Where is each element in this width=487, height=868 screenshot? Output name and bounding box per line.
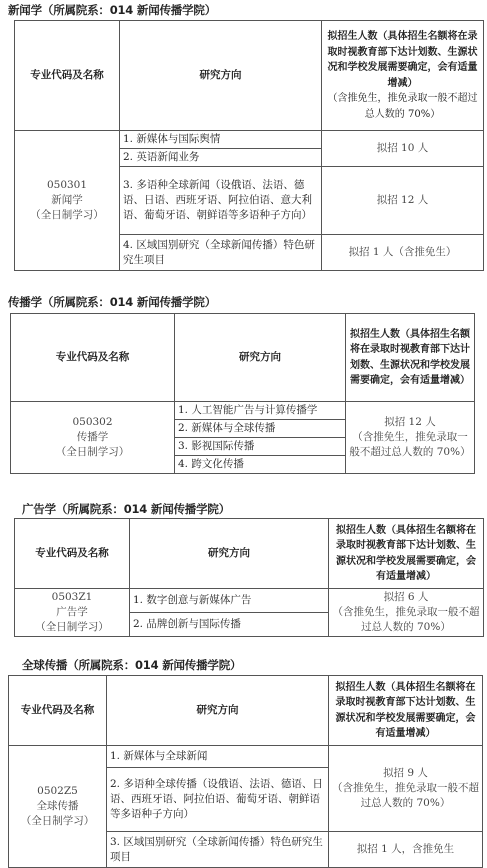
quota-cell — [329, 746, 483, 832]
header-quota — [322, 21, 484, 131]
direction-cell: 3. 多语种全球新闻（设俄语、法语、德语、日语、西班牙语、阿拉伯语、意大利语、葡萄牙语、朝鲜语等多语种子方向） — [120, 167, 322, 235]
direction-cell: 1. 新媒体与国际舆情 — [120, 131, 322, 149]
direction-cell: 2. 品牌创新与国际传播 — [130, 613, 329, 637]
major-name: 广告学 — [56, 606, 88, 618]
section-title-communication: 传播学（所属院系：014 新闻传播学院） — [8, 295, 217, 309]
direction-cell: 3. 影视国际传播 — [175, 438, 346, 456]
quota-note: （含推免生，推免录取一般不超过总人数的 70%） — [332, 606, 480, 633]
quota-cell: 拟招 10 人 — [322, 131, 484, 167]
direction-cell: 4. 跨文化传播 — [175, 456, 346, 474]
section-title-advertising: 广告学（所属院系：014 新闻传播学院） — [22, 502, 231, 516]
direction-cell: 2. 新媒体与全球传播 — [175, 420, 346, 438]
header-quota: 拟招生人数（具体招生名额将在录取时视教育部下达计划数、生源状况和学校发展需要确定，会有适量增减） — [346, 314, 475, 402]
major-code: 0503Z1 — [51, 591, 93, 603]
major-mode: （全日制学习） — [30, 209, 104, 221]
table-advertising — [14, 518, 484, 637]
header-quota: 拟招生人数（具体招生名额将在录取时视教育部下达计划数、生源状况和学校发展需要确定，会有适量增减） — [329, 676, 483, 746]
major-code: 050302 — [72, 416, 113, 428]
major-name: 新闻学 — [51, 194, 83, 206]
header-major: 专业代码及名称 — [11, 314, 175, 402]
major-cell — [11, 402, 175, 474]
direction-cell: 3. 区域国别研究（全球新闻传播）特色研究生项目 — [107, 832, 329, 868]
table-communication — [10, 313, 475, 474]
direction-cell: 4. 区域国别研究（全球新闻传播）特色研究生项目 — [120, 235, 322, 271]
direction-cell: 1. 数字创意与新媒体广告 — [130, 589, 329, 613]
direction-cell: 1. 人工智能广告与计算传播学 — [175, 402, 346, 420]
header-direction: 研究方向 — [130, 519, 329, 589]
quota-note: （含推免生，推免录取一般不超过总人数的 70%） — [349, 431, 471, 458]
quota-count: 拟招 9 人 — [383, 767, 428, 779]
major-cell — [15, 589, 130, 637]
quota-note: （含推免生，推免录取一般不超过总人数的 70%） — [332, 782, 479, 809]
quota-cell: 拟招 1 人（含推免生） — [322, 235, 484, 271]
table-global-communication — [8, 675, 483, 868]
header-quota-text: 拟招生人数（具体招生名额将在录取时视教育部下达计划数、生源状况和学校发展需要确定，会有适量增减） — [327, 31, 478, 89]
header-quota-note: （含推免生，推免录取一般不超过总人数的 70%） — [327, 93, 478, 120]
header-major: 专业代码及名称 — [15, 519, 130, 589]
header-direction: 研究方向 — [107, 676, 329, 746]
quota-cell: 拟招 1 人，含推免生 — [329, 832, 483, 868]
quota-cell: 拟招 12 人 — [322, 167, 484, 235]
major-cell — [9, 746, 107, 868]
section-title-journalism: 新闻学（所属院系：014 新闻传播学院） — [8, 3, 217, 17]
quota-cell — [329, 589, 484, 637]
direction-cell: 1. 新媒体与全球新闻 — [107, 746, 329, 768]
table-journalism — [14, 20, 484, 271]
direction-cell: 2. 多语种全球传播（设俄语、法语、德语、日语、西班牙语、阿拉伯语、葡萄牙语、朝鲜语等多语种子方向） — [107, 768, 329, 832]
major-code: 0502Z5 — [37, 785, 78, 797]
major-name: 传播学 — [76, 431, 109, 443]
header-direction: 研究方向 — [120, 21, 322, 131]
quota-count: 拟招 6 人 — [383, 591, 429, 603]
quota-cell — [346, 402, 475, 474]
section-title-global-communication: 全球传播（所属院系：014 新闻传播学院） — [22, 658, 242, 672]
header-quota: 拟招生人数（具体招生名额将在录取时视教育部下达计划数、生源状况和学校发展需要确定，会有适量增减） — [329, 519, 484, 589]
major-cell — [15, 131, 120, 271]
major-code: 050301 — [46, 179, 88, 191]
major-mode: （全日制学习） — [20, 815, 95, 827]
major-name: 全球传播 — [36, 800, 79, 812]
header-major: 专业代码及名称 — [9, 676, 107, 746]
major-mode: （全日制学习） — [55, 446, 130, 458]
header-major: 专业代码及名称 — [15, 21, 120, 131]
quota-count: 拟招 12 人 — [384, 416, 436, 428]
header-direction: 研究方向 — [175, 314, 346, 402]
major-mode: （全日制学习） — [35, 621, 109, 633]
direction-cell: 2. 英语新闻业务 — [120, 149, 322, 167]
